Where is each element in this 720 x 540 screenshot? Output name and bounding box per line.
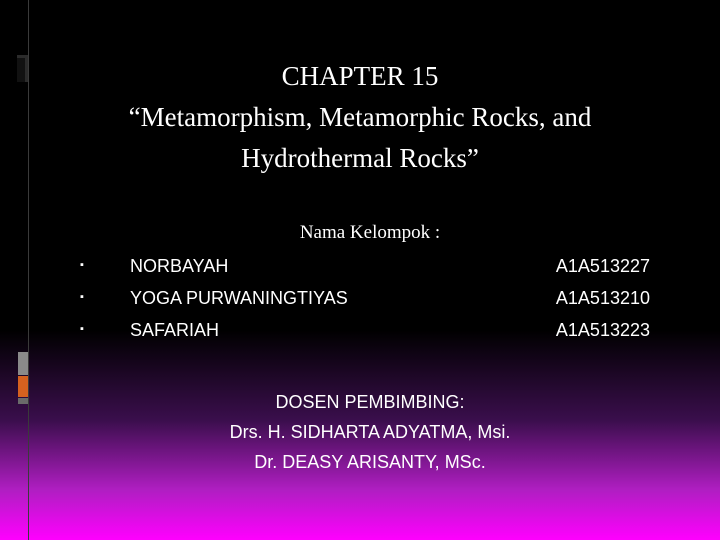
lecturers-block bbox=[170, 387, 570, 477]
title-line-2: “Metamorphism, Metamorphic Rocks, and bbox=[128, 102, 592, 132]
title-line-3: Hydrothermal Rocks” bbox=[241, 143, 479, 173]
member-name: YOGA PURWANINGTIYAS bbox=[130, 288, 348, 308]
gray-accent-block bbox=[18, 352, 28, 375]
square-bullet-icon: ▪ bbox=[80, 291, 84, 303]
orange-accent-block bbox=[18, 376, 28, 397]
square-bullet-icon: ▪ bbox=[80, 259, 84, 271]
member-nim: A1A513223 bbox=[555, 320, 650, 340]
member-row bbox=[80, 256, 660, 290]
member-name: NORBAYAH bbox=[130, 256, 229, 276]
gray-accent-block-lower bbox=[18, 398, 28, 404]
left-divider-line bbox=[28, 0, 29, 540]
lecturer-name: Dr. DEASY ARISANTY, MSc. bbox=[254, 452, 486, 472]
member-row bbox=[80, 320, 660, 354]
lecturers-heading: DOSEN PEMBIMBING: bbox=[275, 392, 465, 412]
square-bullet-icon: ▪ bbox=[80, 323, 84, 335]
member-row bbox=[80, 288, 660, 322]
member-nim: A1A513227 bbox=[555, 256, 650, 276]
title-line-1: CHAPTER 15 bbox=[281, 61, 439, 91]
top-accent-inner-block bbox=[17, 58, 25, 82]
slide-title bbox=[90, 56, 630, 179]
lecturer-name: Drs. H. SIDHARTA ADYATMA, Msi. bbox=[229, 422, 511, 442]
member-nim: A1A513210 bbox=[555, 288, 650, 308]
member-name: SAFARIAH bbox=[130, 320, 220, 340]
members-heading: Nama Kelompok : bbox=[299, 222, 441, 243]
